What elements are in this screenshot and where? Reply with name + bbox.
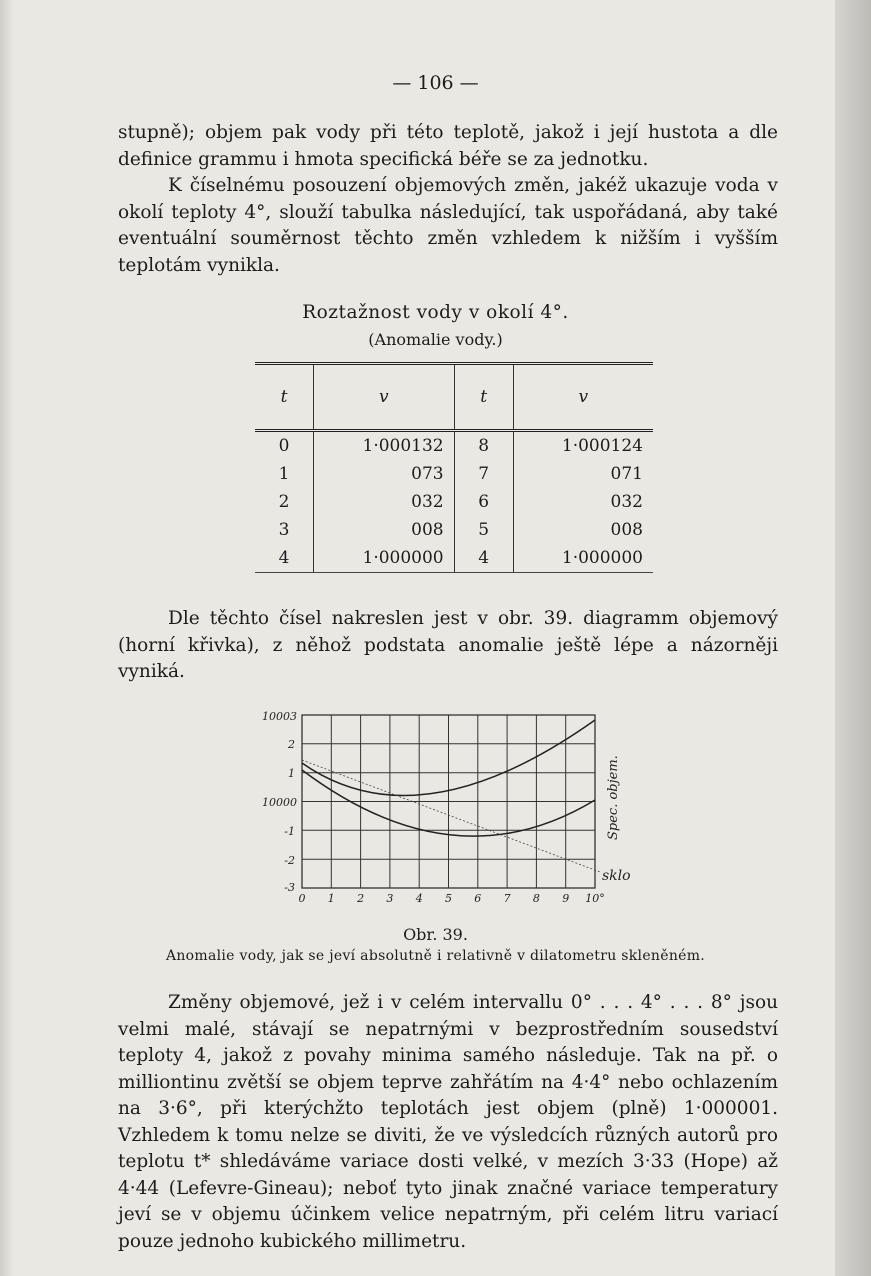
table-row — [255, 460, 653, 488]
cell-v: 008 — [610, 520, 643, 540]
intro-text — [118, 120, 778, 279]
page-number: — 106 — — [392, 72, 479, 94]
cell-t: 6 — [454, 488, 513, 516]
cell-t: 7 — [454, 460, 513, 488]
table-row — [255, 544, 653, 573]
cell-t: 8 — [454, 431, 513, 461]
figure-description: Anomalie vody, jak se jeví absolutně i relativně v dilatometru skleněném. — [165, 948, 706, 964]
header-t-right: t — [454, 364, 513, 431]
table-header-row — [255, 364, 653, 431]
y-tick-label: -1 — [284, 825, 295, 838]
cell-v: 032 — [314, 488, 455, 516]
x-tick-label: 7 — [503, 892, 511, 905]
x-tick-label: 9 — [562, 892, 570, 905]
figure-caption: Obr. 39. — [403, 925, 468, 944]
cell-v: 008 — [314, 516, 455, 544]
y-tick-label: 10003 — [262, 710, 297, 723]
cell-v: 1·000124 — [561, 436, 643, 456]
cell-t: 3 — [255, 516, 314, 544]
cell-v: 1·000132 — [314, 431, 455, 461]
paragraph-4: Změny objemové, jež i v celém intervallu 0° . . . 4° . . . 8° jsou velmi malé, stávají se nepatrnými v bezprostředním sousedství teploty 4, jakož z povahy minima samého následuje. Tak na př. o milliontinu zvětší se objem teprve zahřátím na 4·4° nebo ochlazením na 3·6°, při kterýchžto teplotách jest objem (plně) 1·000001. Vzhledem k tomu nelze se diviti, že ve výsledcích různých autorů pro teplotu t* shledáváme variace dosti velké, v mezích 3·33 (Hope) až 4·44 (Lefevre-Gineau); neboť tyto jinak značné variace temperatury jeví se v objemu účinkem velice nepatrným, při celém litru variací pouze jednoho kubického millimetru. — [118, 992, 778, 1252]
cell-t: 2 — [255, 488, 314, 516]
book-spine-shadow — [0, 0, 14, 1276]
cell-t: 5 — [454, 516, 513, 544]
cell-t: 4 — [255, 544, 314, 573]
header-v-right: v — [513, 364, 653, 431]
sklo-label: sklo — [602, 868, 631, 884]
table-title: Roztažnost vody v okolí 4°. — [302, 302, 569, 323]
y-tick-label: -3 — [284, 881, 295, 894]
cell-v: 1·000000 — [314, 544, 455, 573]
y-tick-label: 1 — [288, 767, 295, 780]
glass-expansion-line — [302, 760, 600, 872]
cell-t: 1 — [255, 460, 314, 488]
table-row — [255, 516, 653, 544]
cell-v: 073 — [314, 460, 455, 488]
x-tick-label: 3 — [386, 892, 394, 905]
x-tick-label: 8 — [532, 892, 540, 905]
cell-t: 0 — [255, 431, 314, 461]
table-row — [255, 431, 653, 461]
cell-v: 032 — [610, 492, 643, 512]
cell-v: 1·000000 — [513, 544, 653, 573]
figure-39-diagram — [255, 700, 655, 910]
y-tick-label: 10000 — [262, 796, 297, 809]
x-tick-label: 0 — [298, 892, 306, 905]
table-subtitle: (Anomalie vody.) — [368, 330, 503, 349]
page-edge-shadow — [835, 0, 871, 1276]
table-row — [255, 488, 653, 516]
x-tick-label: 5 — [445, 892, 452, 905]
paragraph-1: stupně); objem pak vody při této teplotě, jakož i její hustota a dle definice grammu i hmota specifická béře se za jednotku. — [118, 122, 778, 170]
y-tick-label: 2 — [288, 738, 295, 751]
cell-t: 4 — [454, 544, 513, 573]
diagram-grid — [302, 715, 595, 888]
x-tick-label: 10° — [585, 892, 605, 905]
y-tick-label: -2 — [284, 854, 295, 867]
header-t-left: t — [255, 364, 314, 431]
x-tick-label: 1 — [327, 892, 335, 905]
x-tick-label: 4 — [415, 892, 423, 905]
x-tick-label: 2 — [357, 892, 365, 905]
header-v-left: v — [314, 364, 455, 431]
cell-v: 071 — [610, 464, 643, 484]
paragraph-3: Dle těchto čísel nakreslen jest v obr. 39. diagramm objemový (horní křivka), z něhož podstata anomalie ještě lépe a názorněji vyniká. — [118, 608, 778, 682]
expansion-table — [255, 362, 653, 573]
paragraph-2: K číselnému posouzení objemových změn, jakéž ukazuje voda v okolí teploty 4°, slouží tabulka následující, tak uspořádaná, aby také eventuální souměrnost těchto změn vzhledem k nižším i vyšším teplotám vynikla. — [118, 175, 778, 276]
spec-objem-label: Spec. objem. — [606, 755, 621, 840]
x-tick-label: 6 — [474, 892, 482, 905]
